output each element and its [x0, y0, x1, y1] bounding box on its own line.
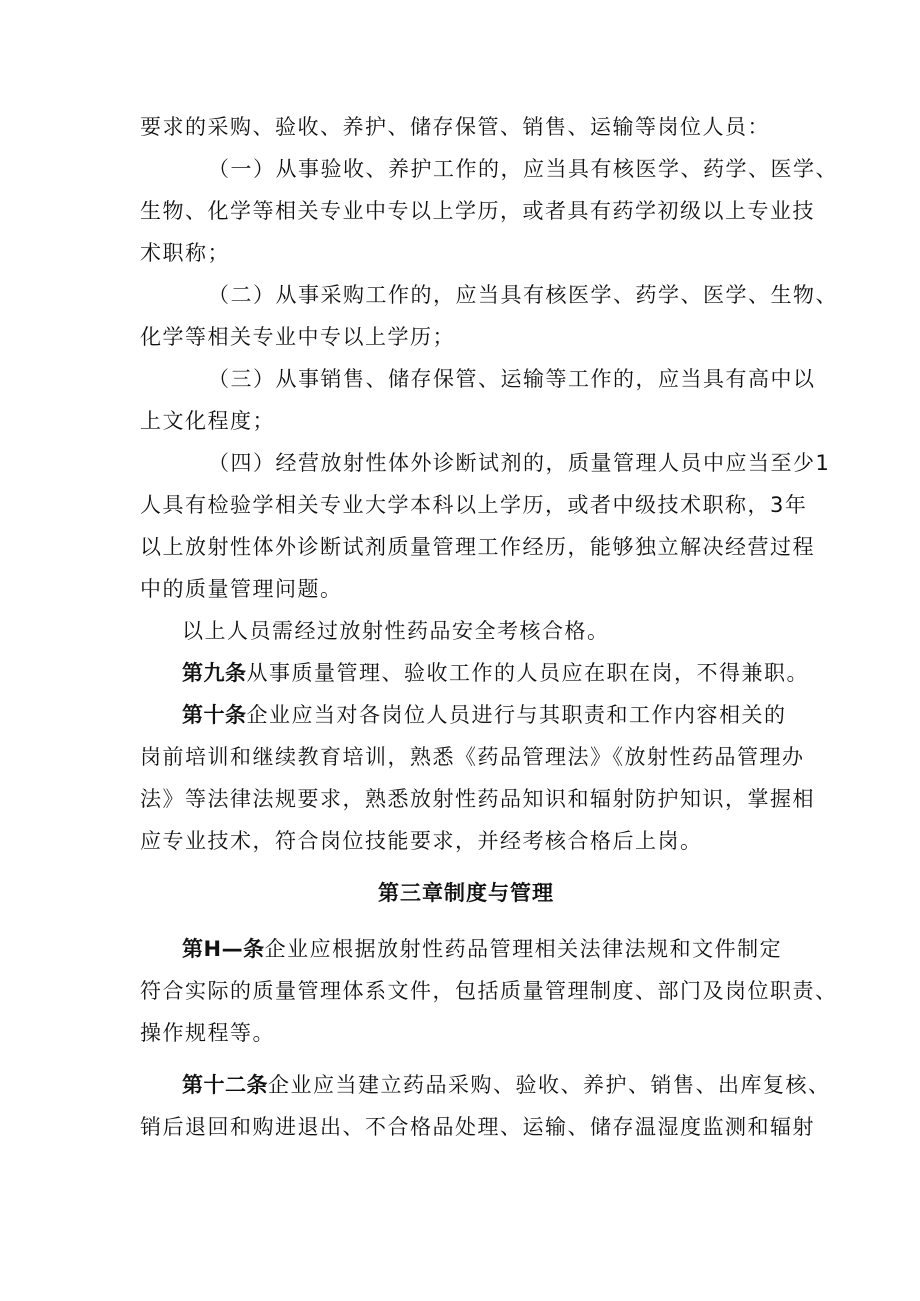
article-11-text: 企业应根据放射性药品管理相关法律法规和文件制定 — [264, 937, 783, 961]
paragraph-line: 上文化程度； — [140, 409, 275, 433]
article-9 — [140, 654, 809, 692]
paragraph-line: 以上放射性体外诊断试剂质量管理工作经历，能够独立解决经营过程 — [140, 535, 815, 559]
paragraph-line: 岗前培训和继续教育培训，熟悉《药品管理法》《放射性药品管理办 — [140, 745, 805, 769]
article-10-label: 第十条 — [182, 703, 247, 727]
paragraph-line: （二）从事采购工作的，应当具有核医学、药学、医学、生物、 — [208, 283, 838, 307]
paragraph-line: 中的质量管理问题。 — [140, 577, 343, 601]
article-10-text: 企业应当对各岗位人员进行与其职责和工作内容相关的 — [246, 703, 787, 727]
article-11-label: 第H—条 — [182, 937, 265, 961]
article-9-label: 第九条 — [182, 661, 247, 685]
paragraph-line: 以上人员需经过放射性药品安全考核合格。 — [182, 619, 610, 643]
document-body — [140, 108, 838, 1150]
paragraph-line: 要求的采购、验收、养护、储存保管、销售、运输等岗位人员： — [140, 115, 770, 139]
article-12 — [140, 1066, 831, 1104]
paragraph-spacer — [140, 1056, 792, 1066]
paragraph-line: 法》等法律法规要求，熟悉放射性药品知识和辐射防护知识，掌握相 — [140, 787, 815, 811]
paragraph-line: 术职称； — [140, 241, 230, 265]
article-10 — [140, 696, 792, 734]
chapter-title: 第三章制度与管理 — [378, 881, 554, 905]
paragraph-line: 符合实际的质量管理体系文件，包括质量管理制度、部门及岗位职责、 — [140, 979, 838, 1003]
paragraph-line: 化学等相关专业中专以上学历； — [140, 325, 455, 349]
article-9-text: 从事质量管理、验收工作的人员应在职在岗，不得兼职。 — [246, 661, 809, 685]
article-11 — [140, 930, 792, 968]
paragraph-line: 销后退回和购进退出、不合格品处理、运输、储存温湿度监测和辐射 — [140, 1115, 815, 1139]
paragraph-line: 人具有检验学相关专业大学本科以上学历，或者中级技术职称，3年 — [140, 493, 808, 517]
article-12-text: 企业应当建立药品采购、验收、养护、销售、出库复核、 — [268, 1073, 831, 1097]
paragraph-line: （三）从事销售、储存保管、运输等工作的，应当具有高中以 — [208, 367, 816, 391]
paragraph-line: （四）经营放射性体外诊断试剂的，质量管理人员中应当至少1 — [208, 451, 831, 475]
paragraph-line: 生物、化学等相关专业中专以上学历，或者具有药学初级以上专业技 — [140, 199, 815, 223]
paragraph-line: 应专业技术，符合岗位技能要求，并经考核合格后上岗。 — [140, 829, 703, 853]
paragraph-line: 操作规程等。 — [140, 1021, 275, 1045]
article-12-label: 第十二条 — [182, 1073, 268, 1097]
paragraph-line: （一）从事验收、养护工作的，应当具有核医学、药学、医学、 — [208, 157, 838, 181]
